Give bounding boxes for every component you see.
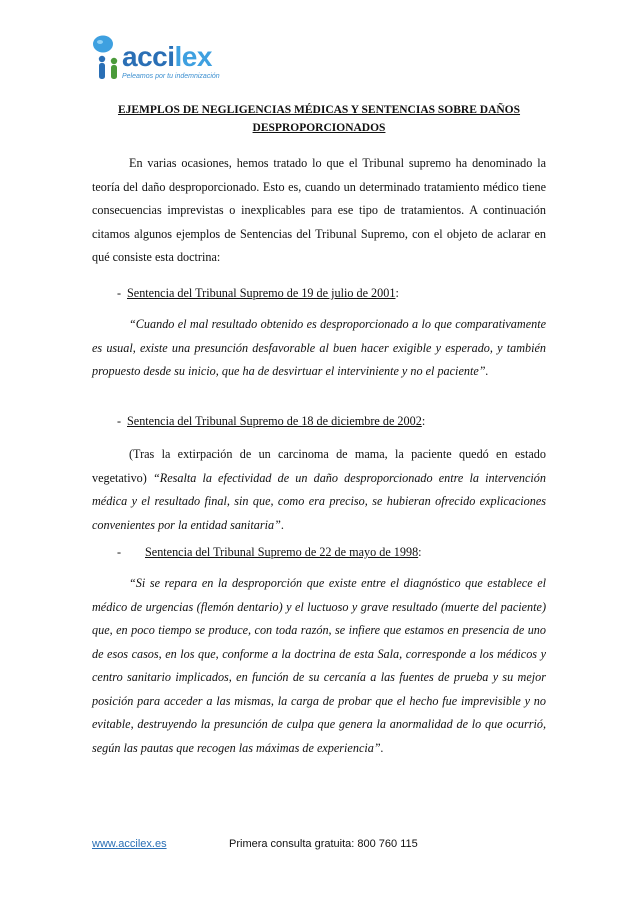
item-dash: - <box>117 545 122 559</box>
logo-word-acci: acci <box>122 41 175 72</box>
accilex-logo[interactable] <box>92 32 232 84</box>
footer-consultation-phone: Primera consulta gratuita: 800 760 115 <box>229 838 418 850</box>
title-line-1: EJEMPLOS DE NEGLIGENCIAS MÉDICAS Y SENTENCIAS SOBRE DAÑOS <box>117 104 521 116</box>
item-colon: : <box>421 414 426 428</box>
document-title <box>92 101 546 137</box>
sentence-item-2 <box>117 412 425 430</box>
context-note-2002: (Tras la extirpación de un carcinoma de mama, la paciente quedó en estado vegetativo) <box>92 447 546 485</box>
item-colon: : <box>395 286 399 300</box>
logo-tagline: Peleamos por tu indemnización <box>122 73 220 80</box>
people-icon <box>92 32 126 84</box>
item-colon: : <box>418 545 422 559</box>
quote-2001: “Cuando el mal resultado obtenido es desproporcionado a lo que comparativamente es usual, existe una presunción desfavorable al buen hacer exigible y esperado, y también propuesto desde su inicio, que ha de desvirtuar el interviniente y no el paciente”. <box>92 317 546 378</box>
quote-1998: “Si se repara en la desproporción que existe entre el diagnóstico que establece el médico de urgencias (flemón dentario) y el luctuoso y grave resultado (muerte del paciente) que, en poco tiempo se produce, con toda razón, se infiere que estamos en presencia de uno de esos casos, en los que, conforme a la doctrina de esta Sala, corresponde a los médicos y centro sanitario implicados, en función de su cercanía a las fuentes de prueba y su mejor posición para acceder a las mismas, la carga de probar que el hecho fue imprevisible y no evitable, destruyendo la presunción de culpa que genera la anormalidad de lo que ocurrió, según las pautas que recogen las máximas de experiencia”. <box>92 576 546 755</box>
footer-website-link[interactable]: www.accilex.es <box>92 838 167 850</box>
quote-2002-end: . <box>280 517 284 532</box>
quote-2002: “Resalta la efectividad de un daño desproporcionado entre la intervención médica y el resultado final, sin que, como era preciso, se hubieran ofrecido explicaciones convenientes por la entidad sanitaria” <box>92 470 546 532</box>
sentence-link-2001[interactable]: Sentencia del Tribunal Supremo de 19 de julio de 2001 <box>127 286 396 300</box>
logo-word-lex: lex <box>174 41 212 72</box>
sentence-item-3 <box>117 543 422 561</box>
title-line-2: DESPROPORCIONADOS <box>252 122 386 134</box>
logo-wordmark <box>122 42 212 72</box>
item-dash: - <box>117 286 122 300</box>
sentence-item-1 <box>117 284 399 302</box>
item-dash: - <box>117 414 122 428</box>
quote-2002-block <box>92 443 546 537</box>
sentence-link-1998[interactable]: Sentencia del Tribunal Supremo de 22 de mayo de 1998 <box>145 545 419 559</box>
intro-paragraph: En varias ocasiones, hemos tratado lo que el Tribunal supremo ha denominado la teoría del daño desproporcionado. Esto es, cuando un determinado tratamiento médico tiene consecuencias imprevistas o inexplicables para ese tipo de tratamientos. A continuación citamos algunos ejemplos de Sentencias del Tribunal Supremo, con el objeto de aclarar en qué consiste esta doctrina: <box>92 156 546 264</box>
sentence-link-2002[interactable]: Sentencia del Tribunal Supremo de 18 de diciembre de 2002 <box>127 414 422 428</box>
